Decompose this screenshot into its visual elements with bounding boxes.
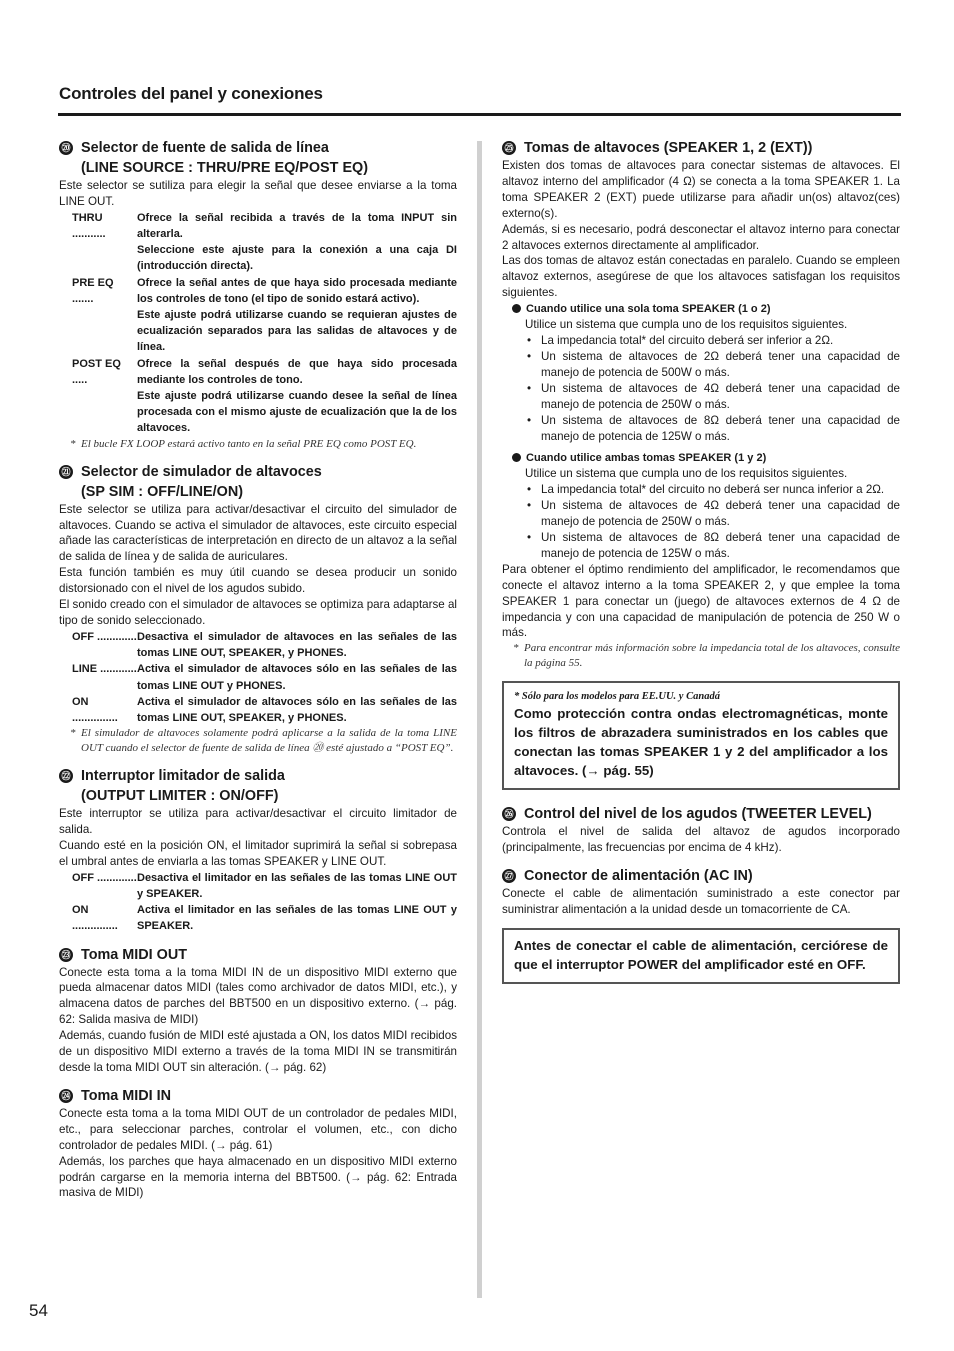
footnote: * El bucle FX LOOP estará activo tanto en la señal PRE EQ como POST EQ. (70, 437, 417, 450)
warning-box-power (502, 928, 900, 984)
definition-row (59, 210, 457, 242)
number-badge: ㉕ (502, 141, 516, 155)
number-badge: ㉓ (59, 948, 73, 962)
paragraph: Este selector se sutiliza para elegir la señal que desee enviarse a la toma LINE OUT. (59, 179, 457, 208)
number-badge: ㉗ (502, 869, 516, 883)
definition-key: LINE ............ (72, 663, 137, 676)
section-heading (59, 945, 457, 965)
paragraph: Este interruptor se utiliza para activar/desactivar el circuito limitador de salida. (59, 807, 457, 837)
bullet-dot-icon (512, 453, 521, 462)
definition-row (59, 870, 457, 902)
definition-key (59, 242, 137, 274)
section-heading (59, 138, 457, 178)
section-speaker-simulator (59, 462, 457, 756)
section-subtitle: (LINE SOURCE : THRU/PRE EQ/POST EQ) (81, 160, 369, 176)
number-badge: ㉑ (59, 465, 73, 479)
number-badge: ㉔ (59, 1089, 73, 1103)
section-subtitle: (OUTPUT LIMITER : ON/OFF) (81, 788, 279, 805)
paragraph: Además, cuando fusión de MIDI esté ajustada a ON, los datos MIDI recibidos de un dispositivo MIDI externo a través de la toma MIDI IN se transmitirán desde la toma MIDI OUT sin alteración. (→ pág. 62) (59, 1029, 457, 1074)
definition-value: Ofrece la señal recibida a través de la toma INPUT sin alterarla. (137, 211, 457, 241)
section-heading (502, 804, 900, 824)
section-heading (59, 462, 457, 502)
section-title: Conector de alimentación (AC IN) (524, 868, 753, 885)
list-item: • Un sistema de altavoces de 4Ω deberá tener una capacidad de manejo de potencia de 250W o más. (527, 499, 900, 529)
list-item: • La impedancia total* del circuito deberá ser inferior a 2Ω. (527, 334, 834, 348)
header-rule (58, 113, 901, 116)
box-note: * Sólo para los modelos para EE.UU. y Canadá (514, 691, 720, 703)
definition-value: Desactiva el simulador de altavoces en las señales de las tomas LINE OUT, SPEAKER, y PHONES. (137, 630, 457, 660)
definition-row (59, 694, 457, 726)
definition-key (59, 388, 137, 437)
case-intro: Utilice un sistema que cumpla uno de los requisitos siguientes. (525, 318, 848, 332)
definition-row (59, 388, 457, 437)
definition-key: ON ............... (72, 904, 118, 933)
definition-row (59, 902, 457, 934)
paragraph: Conecte el cable de alimentación suministrado a este conector par suministrar alimentación a la unidad desde un tomacorriente de CA. (502, 887, 900, 917)
paragraph: Esta función también es muy útil cuando se desea producir un sonido distorsionado con el nivel de los agudos subido. (59, 566, 457, 596)
definition-row (59, 356, 457, 388)
section-title: Selector de fuente de salida de línea (81, 140, 329, 156)
page-header-title: Controles del panel y conexiones (59, 84, 323, 103)
paragraph: Las dos tomas de altavoz están conectadas en paralelo. Cuando se empleen altavoz externos, asegúrese de que los altavoces satisfagan los requisitos siguientes. (502, 254, 900, 300)
definition-list (59, 629, 457, 726)
paragraph: Existen dos tomas de altavoces para conectar sistemas de altavoces. El altavoz interno del amplificador (4 Ω) se conecta a la toma SPEAKER 1. La toma SPEAKER 2 (EXT) puede utilizarse para añadir un(os) altavoz(ces) externo(s). (502, 159, 900, 220)
section-title: Interruptor limitador de salida (81, 768, 285, 785)
definition-value: Ofrece la señal antes de que haya sido procesada mediante los controles de tono (el tipo de sonido estará activo). (137, 276, 457, 305)
definition-value: Desactiva el limitador en las señales de las tomas LINE OUT y SPEAKER. (137, 871, 457, 900)
section-title: Control del nivel de los agudos (TWEETER LEVEL) (524, 806, 872, 823)
definition-value: Este ajuste podrá utilizarse cuando se requieran ajustes de ecualización separados para las salidas de altavoces y de línea. (137, 309, 457, 354)
paragraph: Además, si es necesario, podrá desconectar el altavoz interno para conectar 2 altavoces externos directamente al amplificador. (502, 222, 900, 252)
definition-value: Ofrece la señal después de que haya sido procesada mediante los controles de tono. (137, 357, 457, 386)
column-divider (477, 141, 482, 1298)
right-column (502, 138, 900, 984)
section-heading (502, 866, 900, 886)
paragraph: Cuando esté en la posición ON, el limitador suprimirá la señal si sobrepasa el umbral antes de enviarla a las tomas SPEAKER y LINE OUT. (59, 838, 457, 868)
paragraph: Controla el nivel de salida del altavoz de agudos incorporado (principalmente, las frecuencias por encima de 4 kHz). (502, 825, 900, 855)
definition-value: Este ajuste podrá utilizarse cuando desee la señal de línea procesada con el mismo ajuste de ecualización que la de los altavoces. (137, 390, 457, 435)
section-midi-out (59, 945, 457, 1076)
section-title: Selector de simulador de altavoces (81, 463, 322, 480)
paragraph: Además, los parches que haya almacenado en un dispositivo MIDI externo podrán cargarse en la memoria interna del BBT500. (→ pág. 62: Entrada masiva de MIDI) (59, 1154, 457, 1200)
section-subtitle: (SP SIM : OFF/LINE/ON) (81, 483, 244, 500)
case-intro: Utilice un sistema que cumpla uno de los requisitos siguientes. (525, 467, 848, 481)
number-badge: ㉒ (59, 769, 73, 783)
definition-key (59, 307, 137, 356)
section-output-limiter (59, 766, 457, 934)
definition-key: ON ............... (72, 695, 118, 724)
definition-row (59, 275, 457, 307)
section-speaker-jacks (502, 138, 900, 671)
definition-key: OFF ............. (72, 630, 137, 643)
definition-row (59, 661, 457, 693)
number-badge: ⑳ (59, 141, 73, 155)
section-title: Toma MIDI OUT (81, 946, 188, 963)
box-text: Antes de conectar el cable de alimentación, cerciórese de que el interruptor POWER del amplificador esté en OFF. (514, 938, 888, 972)
definition-value: Seleccione este ajuste para la conexión a una caja DI (introducción directa). (137, 244, 457, 273)
definition-key: PRE EQ ....... (72, 276, 114, 305)
list-item: • Un sistema de altavoces de 8Ω deberá tener una capacidad de manejo de potencia de 125W o más. (527, 413, 900, 443)
paragraph: Este selector se utiliza para activar/desactivar el circuito del simulador de altavoces. Cuando se activa el simulador de altavoces, este circuito especial añade las características de interpretación en directo de un altavoz a la señal de salida de línea y de salida de auriculares. (59, 502, 457, 564)
definition-key: THRU ........... (72, 211, 106, 241)
definition-list (59, 210, 457, 437)
page-number: 54 (29, 1301, 48, 1320)
definition-value: Activa el simulador de altavoces sólo en las señales de las tomas LINE OUT, SPEAKER, y PHONES. (137, 695, 457, 724)
section-midi-in (59, 1086, 457, 1201)
warning-box-emi (502, 681, 900, 790)
case-heading: Cuando utilice ambas tomas SPEAKER (1 y 2) (502, 450, 900, 466)
footnote: * Para encontrar más información sobre la impedancia total de los altavoces, consulte la página 55. (513, 642, 900, 670)
section-line-source (59, 138, 457, 452)
left-column (59, 138, 457, 1211)
definition-row (59, 629, 457, 661)
list-item: • Un sistema de altavoces de 8Ω deberá tener una capacidad de manejo de potencia de 125W o más. (527, 531, 900, 560)
section-heading (59, 766, 457, 806)
paragraph: Para obtener el óptimo rendimiento del amplificador, le recomendamos que conecte el altavoz interno a la toma SPEAKER 2, y que emplee la toma SPEAKER 1 para conectar un (juego) de altavoces externos de 4 Ω de impedancia y con una capacidad de manipulación de potencia de 250 W o más. (502, 562, 900, 640)
section-title: Toma MIDI IN (81, 1087, 172, 1104)
paragraph: Conecte esta toma a la toma MIDI OUT de un controlador de pedales MIDI, etc., para seleccionar parches, controlar el volumen, etc., con dicho controlador de pedales MIDI. (→ pág. 61) (59, 1106, 457, 1152)
list-item: • Un sistema de altavoces de 2Ω deberá tener una capacidad de manejo de potencia de 500W o más. (527, 349, 900, 379)
bullet-dot-icon (512, 304, 521, 313)
section-heading (502, 138, 900, 158)
paragraph: El sonido creado con el simulador de altavoces se optimiza para adaptarse al tipo de sonido seleccionado. (59, 598, 457, 627)
list-item: • Un sistema de altavoces de 4Ω deberá tener una capacidad de manejo de potencia de 250W o más. (527, 381, 900, 411)
case-heading: Cuando utilice una sola toma SPEAKER (1 o 2) (502, 301, 900, 317)
footnote: * El simulador de altavoces solamente podrá aplicarse a la salida de la toma LINE OUT cuando el selector de fuente de salida de línea ⑳ esté ajustado a “POST EQ”. (70, 727, 457, 755)
paragraph: Conecte esta toma a la toma MIDI IN de un dispositivo MIDI externo que pueda almacenar datos MIDI (tales como archivador de datos MIDI, etc.), y almacena datos de parches del BBT500 en un dispositivo externo. (→ pág. 62: Salida masiva de MIDI) (59, 965, 457, 1027)
number-badge: ㉖ (502, 807, 516, 821)
section-ac-in (502, 866, 900, 918)
section-tweeter-level (502, 804, 900, 856)
section-title: Tomas de altavoces (SPEAKER 1, 2 (EXT)) (524, 140, 813, 156)
definition-key: POST EQ ..... (72, 357, 121, 386)
definition-value: Activa el limitador en las señales de las tomas LINE OUT y SPEAKER. (137, 904, 457, 933)
definition-list (59, 870, 457, 935)
definition-row (59, 307, 457, 356)
box-text: Como protección contra ondas electromagnéticas, monte los filtros de abrazadera suministrados en los cables que conectan las tomas SPEAKER 1 y 2 del amplificador a los altavoces. (→ pág. 55) (514, 706, 888, 779)
definition-value: Activa el simulador de altavoces sólo en las señales de las tomas LINE OUT y PHONES. (137, 663, 457, 692)
list-item: • La impedancia total* del circuito no deberá ser nunca inferior a 2Ω. (527, 483, 885, 497)
definition-key: OFF ............. (72, 871, 137, 884)
definition-row (59, 242, 457, 274)
section-heading (59, 1086, 457, 1106)
